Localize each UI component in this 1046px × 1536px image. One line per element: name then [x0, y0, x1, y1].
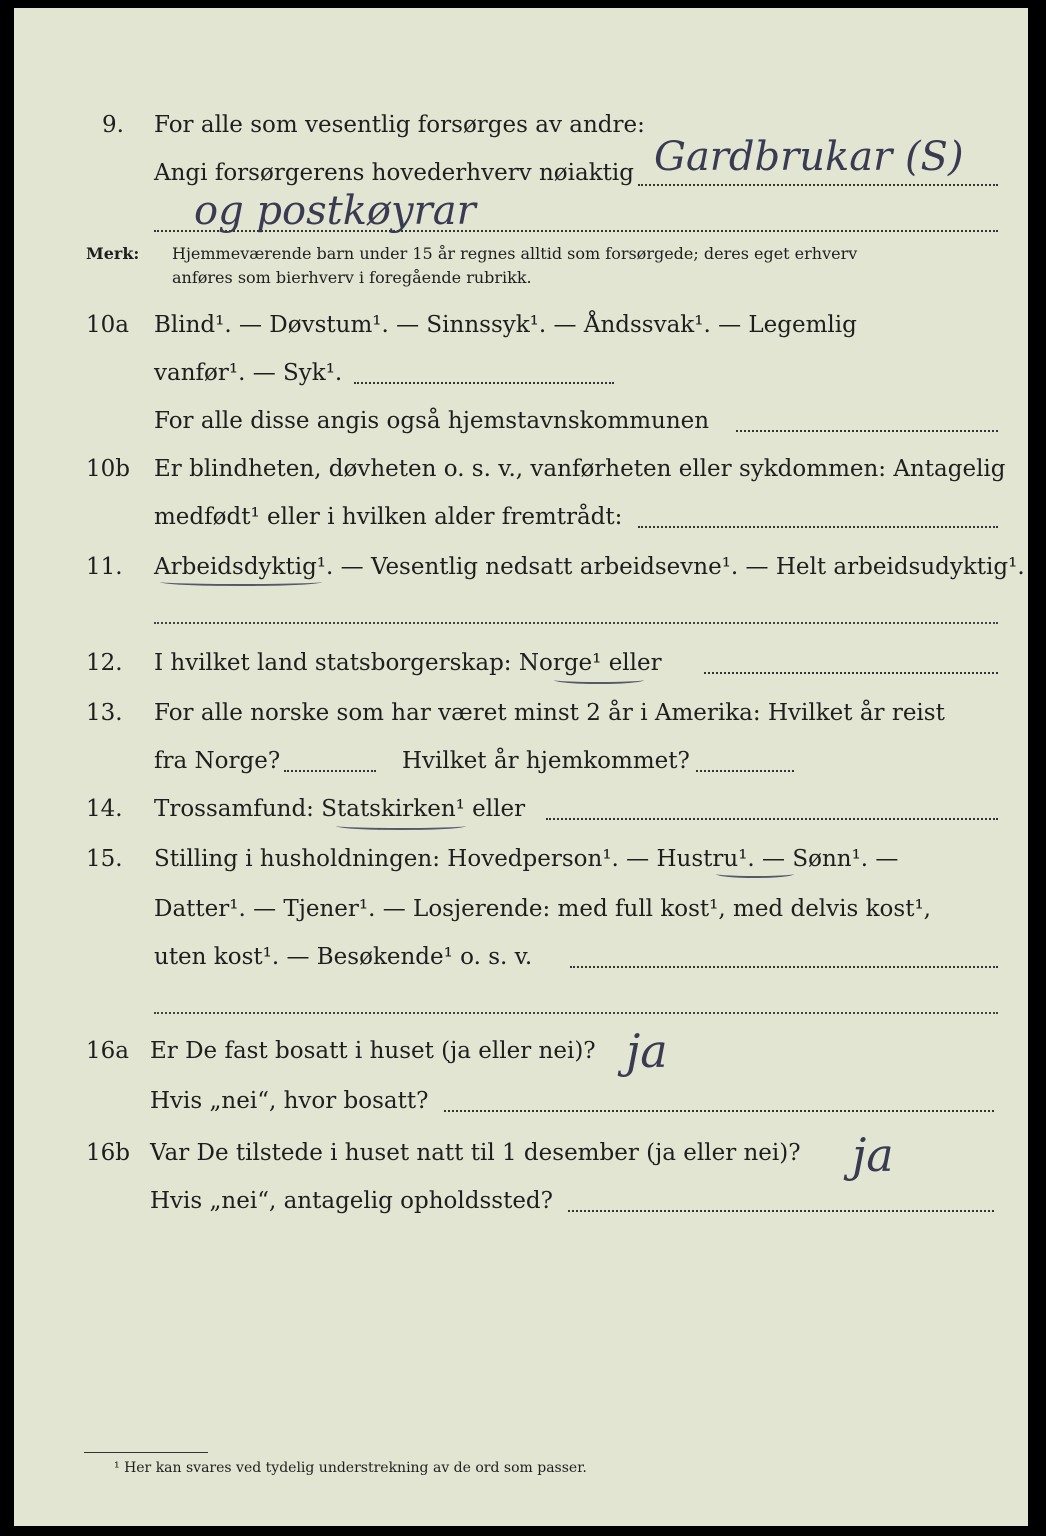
- q15-underline-hustru: [716, 870, 794, 878]
- q16b-line2: Hvis „nei“, antagelig opholdssted?: [150, 1188, 553, 1214]
- q13-line1: For alle norske som har været minst 2 år i Amerika: Hvilket år reist: [154, 700, 945, 726]
- q11-underline-arbeidsdyktig: [160, 578, 322, 586]
- q16a-bosatt-line: [444, 1110, 994, 1112]
- footnote-text: ¹ Her kan svares ved tydelig understrekning av de ord som passer.: [114, 1460, 587, 1476]
- q15-line2: Datter¹. — Tjener¹. — Losjerende: med full kost¹, med delvis kost¹,: [154, 896, 931, 922]
- q10a-number: 10a: [86, 312, 129, 338]
- q16a-line2: Hvis „nei“, hvor bosatt?: [150, 1088, 429, 1114]
- q15-line3: uten kost¹. — Besøkende¹ o. s. v.: [154, 944, 533, 970]
- footnote-rule: [84, 1452, 208, 1453]
- q12-underline-norge: [554, 676, 644, 684]
- q10a-line3: For alle disse angis også hjemstavnskommunen: [154, 408, 710, 434]
- q10a-line1: Blind¹. — Døvstum¹. — Sinnssyk¹. — Åndssvak¹. — Legemlig: [154, 312, 857, 338]
- q13-number: 13.: [86, 700, 123, 726]
- merk-line1: Hjemmeværende barn under 15 år regnes alltid som forsørgede; deres eget erhverv: [172, 244, 858, 263]
- merk-line2: anføres som bierhverv i foregående rubrikk.: [172, 268, 532, 287]
- q9-handwritten-answer2: og postkøyrar: [194, 188, 476, 234]
- q16a-line1: Er De fast bosatt i huset (ja eller nei)?: [150, 1038, 596, 1064]
- q13-reist-line: [284, 770, 376, 772]
- q15-separator: [154, 1012, 998, 1014]
- q16b-number: 16b: [86, 1140, 130, 1166]
- q14-underline-statskirken: [336, 822, 466, 830]
- q13-hjemkommet-line: [696, 770, 794, 772]
- q12-number: 12.: [86, 650, 123, 676]
- q9-number: 9.: [102, 112, 124, 138]
- q9-answer-line1: [638, 184, 998, 186]
- merk-label: Merk:: [86, 244, 140, 263]
- q10b-line1: Er blindheten, døvheten o. s. v., vanførheten eller sykdommen: Antagelig: [154, 456, 1006, 482]
- q16b-opholdssted-line: [568, 1210, 994, 1212]
- q10b-answer-line: [638, 526, 998, 528]
- q14-answer-line: [546, 818, 998, 820]
- q9-line1: For alle som vesentlig forsørges av andre:: [154, 112, 645, 138]
- q10a-answer-line: [354, 382, 614, 384]
- q16b-line1: Var De tilstede i huset natt til 1 desember (ja eller nei)?: [150, 1140, 801, 1166]
- q9-handwritten-answer1: Gardbrukar (S): [654, 134, 964, 180]
- q10b-number: 10b: [86, 456, 130, 482]
- q14-line1: Trossamfund: Statskirken¹ eller: [154, 796, 526, 822]
- q11-line1: Arbeidsdyktig¹. — Vesentlig nedsatt arbeidsevne¹. — Helt arbeidsudyktig¹.: [154, 554, 1025, 580]
- q15-number: 15.: [86, 846, 123, 872]
- q13-line2a: fra Norge?: [154, 748, 281, 774]
- q16a-handwritten-answer: ja: [626, 1024, 668, 1078]
- q13-line2b: Hvilket år hjemkommet?: [402, 748, 690, 774]
- q15-answer-line: [570, 966, 998, 968]
- q12-answer-line: [704, 672, 998, 674]
- q10a-line2: vanfør¹. — Syk¹.: [154, 360, 343, 386]
- q11-separator: [154, 622, 998, 624]
- q11-number: 11.: [86, 554, 123, 580]
- q10a-kommune-line: [736, 430, 998, 432]
- q12-line1: I hvilket land statsborgerskap: Norge¹ eller: [154, 650, 662, 676]
- q16b-handwritten-answer: ja: [852, 1128, 894, 1182]
- q14-number: 14.: [86, 796, 123, 822]
- census-form-page: [14, 8, 1028, 1526]
- q15-line1: Stilling i husholdningen: Hovedperson¹. — Hustru¹. — Sønn¹. —: [154, 846, 899, 872]
- q9-line2: Angi forsørgerens hovederhverv nøiaktig: [154, 160, 634, 186]
- q16a-number: 16a: [86, 1038, 129, 1064]
- q10b-line2: medfødt¹ eller i hvilken alder fremtrådt:: [154, 504, 623, 530]
